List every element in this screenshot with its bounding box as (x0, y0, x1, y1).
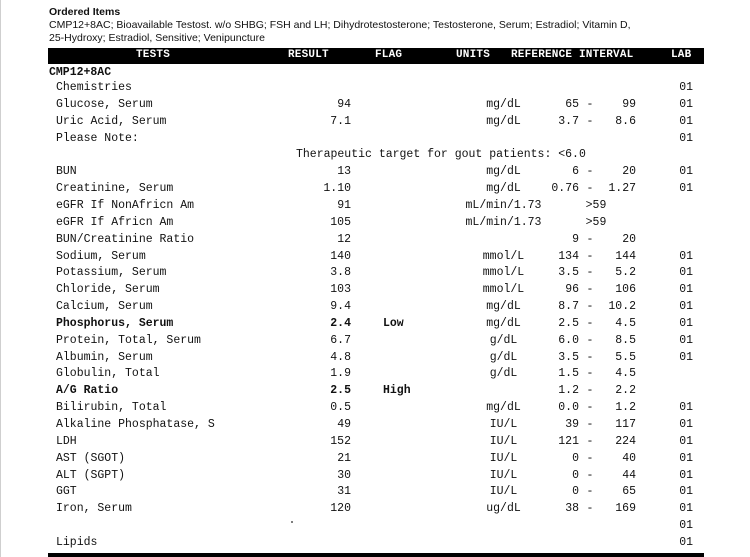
table-row (1, 233, 750, 250)
table-row (1, 485, 750, 502)
reference-low: 6.0 (558, 333, 579, 347)
stray-dot (291, 521, 293, 523)
test-name: Chemistries (56, 81, 132, 94)
reference-high: 4.5 (615, 367, 636, 381)
table-row (1, 81, 750, 98)
test-name: BUN/Creatinine Ratio (56, 232, 195, 246)
table-row (1, 334, 750, 351)
reference-low: 0 (572, 451, 579, 465)
units-value: g/dL (489, 367, 518, 381)
test-name: Please Note: (56, 131, 139, 145)
table-row (1, 435, 750, 452)
lab-code: 01 (679, 97, 693, 111)
result-value: 7.1 (330, 114, 351, 128)
table-row (1, 199, 750, 216)
reference-low: 0 (572, 468, 579, 482)
result-value: 140 (330, 249, 351, 263)
table-row (1, 300, 750, 317)
reference-dash: - (586, 401, 594, 415)
result-value: 105 (330, 215, 351, 229)
flag-value: High (383, 384, 411, 398)
reference-dash: - (586, 451, 594, 465)
lab-code: 01 (679, 468, 693, 482)
test-name: Protein, Total, Serum (56, 333, 201, 347)
test-name: eGFR If Africn Am (56, 215, 174, 229)
reference-dash: - (586, 384, 594, 398)
result-value: 1.9 (330, 367, 351, 381)
test-name: GGT (56, 485, 77, 499)
test-name: A/G Ratio (56, 384, 119, 398)
result-value: 120 (330, 502, 351, 516)
units-value: IU/L (489, 451, 518, 465)
result-value: 4.8 (330, 350, 351, 364)
ordered-items-title: Ordered Items (49, 6, 121, 18)
reference-dash: - (586, 418, 594, 431)
col-header-tests: TESTS (136, 49, 171, 61)
table-row (1, 502, 750, 519)
result-value: 49 (337, 418, 351, 431)
table-row (1, 132, 750, 149)
test-name: Chloride, Serum (56, 283, 160, 297)
reference-low: 2.5 (558, 316, 579, 330)
table-row (1, 115, 750, 132)
table-row (1, 452, 750, 469)
lab-code: 01 (679, 519, 693, 533)
units-value: mg/dL (486, 182, 521, 196)
reference-dash: - (586, 249, 594, 263)
reference-high: 106 (615, 283, 636, 297)
table-row (1, 536, 750, 553)
flag-value: Low (383, 316, 404, 330)
reference-high: 169 (615, 502, 636, 516)
units-value: mg/dL (486, 316, 521, 330)
table-row (1, 351, 750, 368)
lab-code: 01 (679, 485, 693, 499)
units-value: mg/dL (486, 165, 521, 179)
reference-dash: - (586, 232, 594, 246)
lab-code: 01 (679, 350, 693, 364)
test-name: Alkaline Phosphatase, S (56, 418, 215, 431)
units-value: g/dL (489, 333, 518, 347)
lab-code: 01 (679, 131, 693, 145)
table-row (1, 165, 750, 182)
lab-code: 01 (679, 81, 693, 94)
reference-low: 8.7 (558, 300, 579, 314)
result-value: 21 (337, 451, 351, 465)
units-value: g/dL (489, 350, 518, 364)
gout-note: Therapeutic target for gout patients: <6.0 (296, 148, 586, 162)
reference-low: 121 (558, 434, 579, 448)
reference-high: 117 (615, 418, 636, 431)
table-row (1, 519, 750, 536)
result-value: 1.10 (323, 182, 351, 196)
reference-high: 5.2 (615, 266, 636, 280)
reference-low: 1.5 (558, 367, 579, 381)
test-name: Bilirubin, Total (56, 401, 167, 415)
reference-low: 1.2 (558, 384, 579, 398)
reference-dash: - (586, 468, 594, 482)
units-value: mmol/L (482, 283, 525, 297)
note-row (1, 148, 750, 165)
units-value: ug/dL (486, 502, 521, 516)
result-value: 31 (337, 485, 351, 499)
test-name: Potassium, Serum (56, 266, 167, 280)
reference-high: 99 (622, 97, 636, 111)
col-header-units: UNITS (456, 49, 491, 61)
reference-low: 3.7 (558, 114, 579, 128)
test-name: Creatinine, Serum (56, 182, 174, 196)
result-value: 30 (337, 468, 351, 482)
table-row (1, 384, 750, 401)
panel-title: CMP12+8AC (49, 66, 112, 79)
units-value: mL/min/1.73 (465, 198, 542, 212)
reference-low: 0.76 (551, 182, 579, 196)
reference-low: 39 (565, 418, 579, 431)
units-value: mmol/L (482, 249, 525, 263)
reference-low: 65 (565, 97, 579, 111)
test-name: Globulin, Total (56, 367, 160, 381)
result-value: 9.4 (330, 300, 351, 314)
reference-dash: - (586, 350, 594, 364)
reference-dash: - (586, 434, 594, 448)
table-row (1, 216, 750, 233)
table-row (1, 266, 750, 283)
result-value: 6.7 (330, 333, 351, 347)
test-name: Uric Acid, Serum (56, 114, 167, 128)
reference-low: 3.5 (558, 266, 579, 280)
reference-dash: - (586, 266, 594, 280)
reference-dash: - (586, 333, 594, 347)
reference-dash: - (586, 485, 594, 499)
table-row (1, 182, 750, 199)
reference-dash: - (586, 502, 594, 516)
lab-code: 01 (679, 434, 693, 448)
ordered-items-line-1: CMP12+8AC; Bioavailable Testost. w/o SHBG; FSH and LH; Dihydrotestosterone; Testosterone, Serum; Estradiol; Vitamin D, (49, 19, 631, 31)
table-row (1, 469, 750, 486)
table-row (1, 367, 750, 384)
test-name: Iron, Serum (56, 502, 132, 516)
reference-low: 3.5 (558, 350, 579, 364)
units-value: mL/min/1.73 (465, 215, 542, 229)
lab-code: 01 (679, 333, 693, 347)
lab-code: 01 (679, 182, 693, 196)
lab-code: 01 (679, 502, 693, 516)
reference-dash: - (586, 316, 594, 330)
lab-code: 01 (679, 249, 693, 263)
reference-interval: >59 (585, 198, 607, 212)
result-value: 2.4 (330, 316, 351, 330)
result-value: 94 (337, 97, 351, 111)
test-name: Albumin, Serum (56, 350, 153, 364)
test-name: Lipids (56, 535, 98, 549)
units-value: IU/L (489, 434, 518, 448)
reference-low: 134 (558, 249, 579, 263)
reference-dash: - (586, 283, 594, 297)
units-value: IU/L (489, 485, 518, 499)
units-value: mg/dL (486, 401, 521, 415)
units-value: IU/L (489, 468, 518, 482)
lab-code: 01 (679, 266, 693, 280)
test-name: BUN (56, 165, 77, 179)
reference-high: 20 (622, 165, 636, 179)
col-header-reference: REFERENCE INTERVAL (511, 49, 634, 61)
reference-high: 2.2 (615, 384, 636, 398)
table-header-bar (48, 48, 704, 64)
units-value: mg/dL (486, 300, 521, 314)
test-name: Phosphorus, Serum (56, 316, 174, 330)
reference-high: 10.2 (608, 300, 636, 314)
test-name: Glucose, Serum (56, 97, 153, 111)
result-value: 0.5 (330, 401, 351, 415)
units-value: IU/L (489, 418, 518, 431)
test-name: Calcium, Serum (56, 300, 153, 314)
lab-code: 01 (679, 451, 693, 465)
reference-high: 5.5 (615, 350, 636, 364)
result-value: 152 (330, 434, 351, 448)
reference-high: 8.6 (615, 114, 636, 128)
reference-dash: - (586, 182, 594, 196)
table-row (1, 401, 750, 418)
reference-high: 8.5 (615, 333, 636, 347)
lab-code: 01 (679, 418, 693, 431)
table-row (1, 283, 750, 300)
reference-high: 44 (622, 468, 636, 482)
lab-code: 01 (679, 535, 693, 549)
reference-dash: - (586, 97, 594, 111)
reference-dash: - (586, 165, 594, 179)
result-value: 3.8 (330, 266, 351, 280)
result-value: 103 (330, 283, 351, 297)
test-name: LDH (56, 434, 77, 448)
units-value: mmol/L (482, 266, 525, 280)
units-value: mg/dL (486, 114, 521, 128)
ordered-items-line-2: 25-Hydroxy; Estradiol, Sensitive; Venipuncture (49, 32, 265, 44)
reference-dash: - (586, 300, 594, 314)
reference-high: 20 (622, 232, 636, 246)
lab-code: 01 (679, 165, 693, 179)
reference-low: 38 (565, 502, 579, 516)
reference-interval: >59 (585, 215, 607, 229)
reference-high: 65 (622, 485, 636, 499)
reference-high: 1.2 (615, 401, 636, 415)
reference-high: 1.27 (608, 182, 636, 196)
lab-code: 01 (679, 401, 693, 415)
lab-code: 01 (679, 283, 693, 297)
reference-low: 6 (572, 165, 579, 179)
lab-code: 01 (679, 300, 693, 314)
result-value: 12 (337, 232, 351, 246)
reference-dash: - (586, 114, 594, 128)
units-value: mg/dL (486, 97, 521, 111)
reference-high: 4.5 (615, 316, 636, 330)
test-name: Sodium, Serum (56, 249, 146, 263)
table-row (1, 250, 750, 267)
reference-low: 9 (572, 232, 579, 246)
reference-high: 144 (615, 249, 636, 263)
reference-low: 0 (572, 485, 579, 499)
col-header-result: RESULT (288, 49, 329, 61)
table-row (1, 98, 750, 115)
table-row (1, 317, 750, 334)
lab-code: 01 (679, 316, 693, 330)
test-name: ALT (SGPT) (56, 468, 126, 482)
test-name: AST (SGOT) (56, 451, 126, 465)
result-value: 91 (337, 198, 351, 212)
col-header-flag: FLAG (375, 49, 403, 61)
result-value: 2.5 (330, 384, 351, 398)
result-value: 13 (337, 165, 351, 179)
reference-low: 0.0 (558, 401, 579, 415)
col-header-lab: LAB (671, 49, 692, 61)
reference-high: 224 (615, 434, 636, 448)
table-bottom-bar (48, 553, 704, 557)
lab-code: 01 (679, 114, 693, 128)
table-row (1, 418, 750, 435)
reference-dash: - (586, 367, 594, 381)
reference-low: 96 (565, 283, 579, 297)
reference-high: 40 (622, 451, 636, 465)
test-name: eGFR If NonAfricn Am (56, 198, 195, 212)
